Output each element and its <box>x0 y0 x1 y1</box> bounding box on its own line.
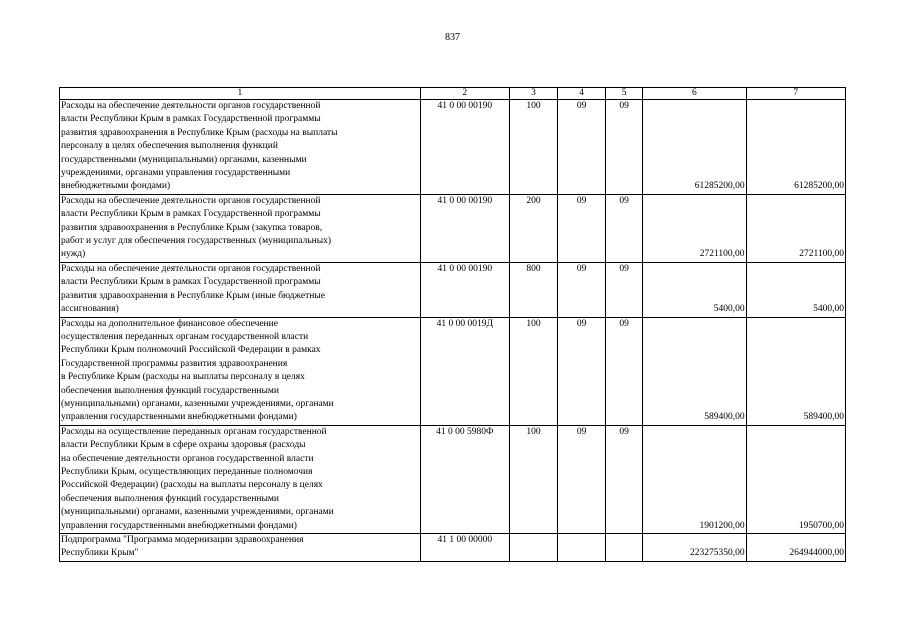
expense-type-code: 100 <box>509 317 557 425</box>
page-number: 837 <box>445 32 460 43</box>
amount-col6: 61285200,00 <box>643 100 747 195</box>
amount-col7: 264944000,00 <box>746 534 845 562</box>
expense-type-code: 200 <box>509 194 557 262</box>
amount-col6: 1901200,00 <box>643 425 747 533</box>
amount-col6: 223275350,00 <box>643 534 747 562</box>
amount-col7: 61285200,00 <box>746 100 845 195</box>
table-row <box>60 317 846 425</box>
target-article-code: 41 1 00 00000 <box>420 534 509 562</box>
column-header: 2 <box>420 88 509 100</box>
section-code: 09 <box>558 194 606 262</box>
row-description: Расходы на обеспечение деятельности органов государственной власти Республики Крым в рамках Государственной программы развития здравоохранения в Республике Крым (закупка товаров, работ и услуг для обеспечения государственных (муниципальных) нужд) <box>60 194 421 262</box>
subsection-code: 09 <box>606 317 643 425</box>
row-description: Расходы на дополнительное финансовое обеспечение осуществления переданных органам государственной власти Республики Крым полномочий Российской Федерации в рамках Государственной программы развития здравоохранения в Республике Крым (расходы на выплаты персоналу в целях обеспечения выполнения функций государственными (муниципальными) органами, казенными учреждениями, органами управления государственными внебюджетными фондами) <box>60 317 421 425</box>
subsection-code: 09 <box>606 262 643 317</box>
subsection-code <box>606 534 643 562</box>
section-code: 09 <box>558 425 606 533</box>
target-article-code: 41 0 00 00190 <box>420 194 509 262</box>
target-article-code: 41 0 00 00190 <box>420 100 509 195</box>
expense-type-code: 800 <box>509 262 557 317</box>
table-row <box>60 534 846 562</box>
amount-col7: 2721100,00 <box>746 194 845 262</box>
section-code: 09 <box>558 262 606 317</box>
section-code: 09 <box>558 317 606 425</box>
expense-type-code: 100 <box>509 425 557 533</box>
subsection-code: 09 <box>606 100 643 195</box>
table-row <box>60 425 846 533</box>
row-description: Расходы на осуществление переданных органам государственной власти Республики Крым в сфере охраны здоровья (расходы на обеспечение деятельности органов государственной власти Республики Крым, осуществляющих переданные полномочия Российской Федерации) (расходы на выплаты персоналу в целях обеспечения выполнения функций государственными (муниципальными) органами, казенными учреждениями, органами управления государственными внебюджетными фондами) <box>60 425 421 533</box>
column-header: 6 <box>643 88 747 100</box>
amount-col6: 589400,00 <box>643 317 747 425</box>
amount-col7: 589400,00 <box>746 317 845 425</box>
table-row <box>60 262 846 317</box>
subsection-code: 09 <box>606 425 643 533</box>
target-article-code: 41 0 00 5980Ф <box>420 425 509 533</box>
amount-col6: 5400,00 <box>643 262 747 317</box>
column-header: 3 <box>509 88 557 100</box>
column-header: 1 <box>60 88 421 100</box>
subsection-code: 09 <box>606 194 643 262</box>
column-number-header-row <box>60 88 846 100</box>
column-header: 5 <box>606 88 643 100</box>
section-code <box>558 534 606 562</box>
column-header: 4 <box>558 88 606 100</box>
column-header: 7 <box>746 88 845 100</box>
row-description: Подпрограмма "Программа модернизации здравоохранения Республики Крым" <box>60 534 421 562</box>
table-row <box>60 100 846 195</box>
expense-type-code <box>509 534 557 562</box>
budget-table <box>59 87 846 562</box>
target-article-code: 41 0 00 0019Д <box>420 317 509 425</box>
row-description: Расходы на обеспечение деятельности органов государственной власти Республики Крым в рамках Государственной программы развития здравоохранения в Республике Крым (иные бюджетные ассигнования) <box>60 262 421 317</box>
amount-col6: 2721100,00 <box>643 194 747 262</box>
section-code: 09 <box>558 100 606 195</box>
expense-type-code: 100 <box>509 100 557 195</box>
table-row <box>60 194 846 262</box>
row-description: Расходы на обеспечение деятельности органов государственной власти Республики Крым в рамках Государственной программы развития здравоохранения в Республике Крым (расходы на выплаты персоналу в целях обеспечения выполнения функций государственными (муниципальными) органами, казенными учреждениями, органами управления государственными внебюджетными фондами) <box>60 100 421 195</box>
target-article-code: 41 0 00 00190 <box>420 262 509 317</box>
amount-col7: 5400,00 <box>746 262 845 317</box>
amount-col7: 1950700,00 <box>746 425 845 533</box>
